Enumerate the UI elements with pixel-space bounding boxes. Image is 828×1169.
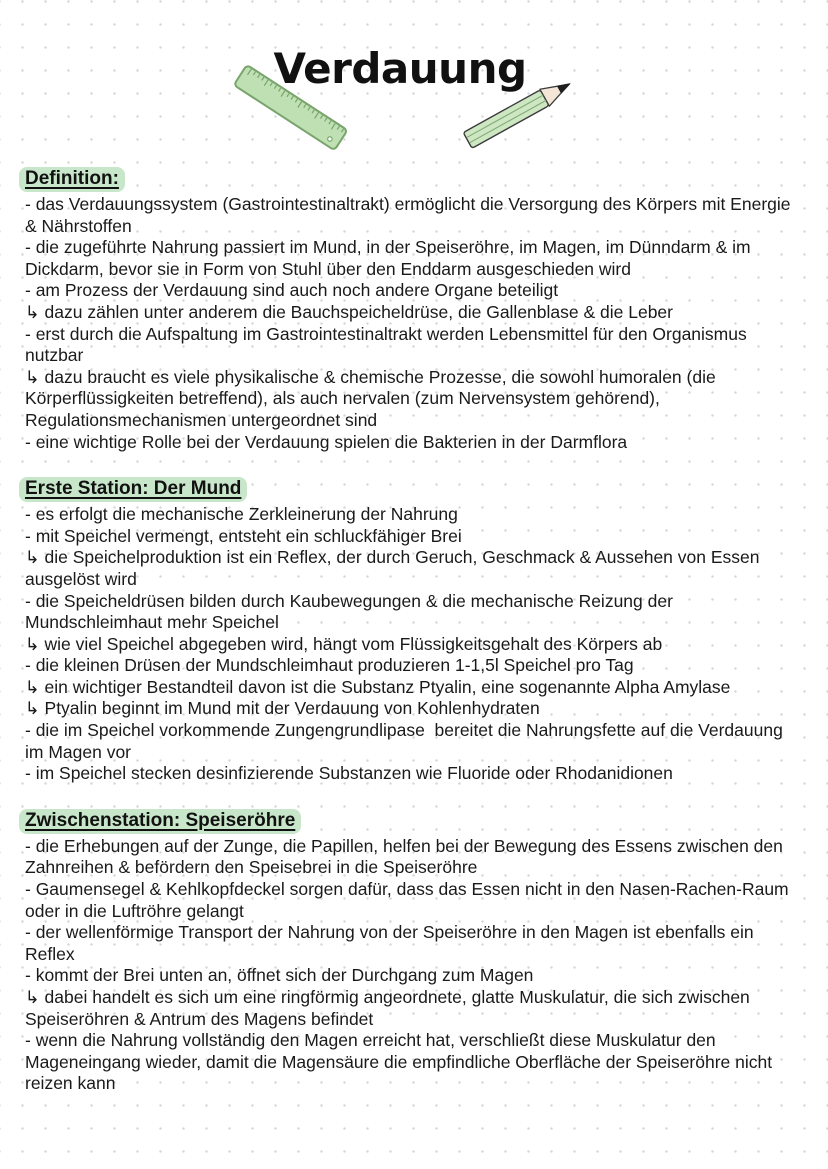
note-line: - die im Speichel vorkommende Zungengrundlipase bereitet die Nahrungsfette auf die Verdauung im Magen vor (25, 720, 788, 762)
section-zwischenstation-speiseroehre (25, 809, 803, 1095)
note-line: - eine wichtige Rolle bei der Verdauung spielen die Bakterien in der Darmflora (25, 431, 628, 452)
content (25, 167, 803, 1119)
title-row (0, 0, 828, 168)
page-title: Verdauung (273, 44, 527, 93)
note-line: ↳ dazu braucht es viele physikalische & chemische Prozesse, die sowohl humoralen (die Körperflüssigkeiten betreffend), als auch nervalen (zum Nervensystem gehörend), Regulationsmechanismen untergeordnet sind (25, 366, 721, 430)
note-line: - mit Speichel vermengt, entsteht ein schluckfähiger Brei (25, 525, 462, 546)
note-line: - erst durch die Aufspaltung im Gastrointestinaltrakt werden Lebensmittel für den Organismus nutzbar (25, 323, 752, 366)
note-line: - die kleinen Drüsen der Mundschleimhaut produzieren 1-1,5l Speichel pro Tag (25, 655, 634, 676)
section-heading-highlight (19, 809, 301, 834)
note-line: ↳ wie viel Speichel abgegeben wird, hängt vom Flüssigkeitsgehalt des Körpers ab (25, 633, 663, 654)
note-line: - das Verdauungssystem (Gastrointestinaltrakt) ermöglicht die Versorgung des Körpers mit Energie & Nährstoffen (25, 194, 796, 236)
section-heading: Definition: (25, 168, 119, 189)
section-heading: Zwischenstation: Speiseröhre (25, 809, 296, 831)
note-line: ↳ dazu zählen unter anderem die Bauchspeicheldrüse, die Gallenblase & die Leber (25, 301, 673, 322)
note-line: - Gaumensegel & Kehlkopfdeckel sorgen dafür, dass das Essen nicht in den Nasen-Rachen-Raum oder in die Luftröhre gelangt (25, 879, 794, 921)
section-definition (25, 167, 803, 453)
note-line: ↳ Ptyalin beginnt im Mund mit der Verdauung von Kohlenhydraten (25, 698, 540, 719)
note-line: - am Prozess der Verdauung sind auch noch andere Organe beteiligt (25, 280, 559, 301)
note-line: - der wellenförmige Transport der Nahrung von der Speiseröhre in den Magen ist ebenfalls ein Reflex (25, 922, 759, 964)
note-line: - wenn die Nahrung vollständig den Magen erreicht hat, verschließt diese Muskulatur den Mageneingang wieder, damit die Magensäure die empfindliche Oberfläche der Speiseröhre nicht reizen kann (25, 1030, 777, 1094)
note-line: - kommt der Brei unten an, öffnet sich der Durchgang zum Magen (25, 965, 534, 986)
note-line: - die Speicheldrüsen bilden durch Kaubewegungen & die mechanische Reizung der Mundschleimhaut mehr Speichel (25, 590, 678, 633)
note-line: ↳ die Speichelproduktion ist ein Reflex, der durch Geruch, Geschmack & Aussehen von Essen ausgelöst wird (25, 547, 765, 589)
note-line: - es erfolgt die mechanische Zerkleinerung der Nahrung (25, 504, 458, 525)
section-erste-station-der-mund (25, 477, 803, 785)
note-line: ↳ dabei handelt es sich um eine ringförmig angeordnete, glatte Muskulatur, die sich zwischen Speiseröhren & Antrum des Magens befindet (25, 987, 755, 1029)
section-heading-highlight (19, 477, 247, 502)
note-line: - die zugeführte Nahrung passiert im Mund, in der Speiseröhre, im Magen, im Dünndarm & im Dickdarm, bevor sie in Form von Stuhl über den Enddarm ausgeschieden wird (25, 237, 756, 279)
note-line: - die Erhebungen auf der Zunge, die Papillen, helfen bei der Bewegung des Essens zwischen den Zahnreihen & befördern den Speisebrei in die Speiseröhre (25, 835, 788, 878)
note-line: - im Speichel stecken desinfizierende Substanzen wie Fluoride oder Rhodanidionen (25, 763, 673, 784)
section-heading-highlight (19, 167, 125, 192)
note-line: ↳ ein wichtiger Bestandteil davon ist die Substanz Ptyalin, eine sogenannte Alpha Amylase (25, 676, 731, 697)
section-heading: Erste Station: Der Mund (25, 478, 242, 500)
